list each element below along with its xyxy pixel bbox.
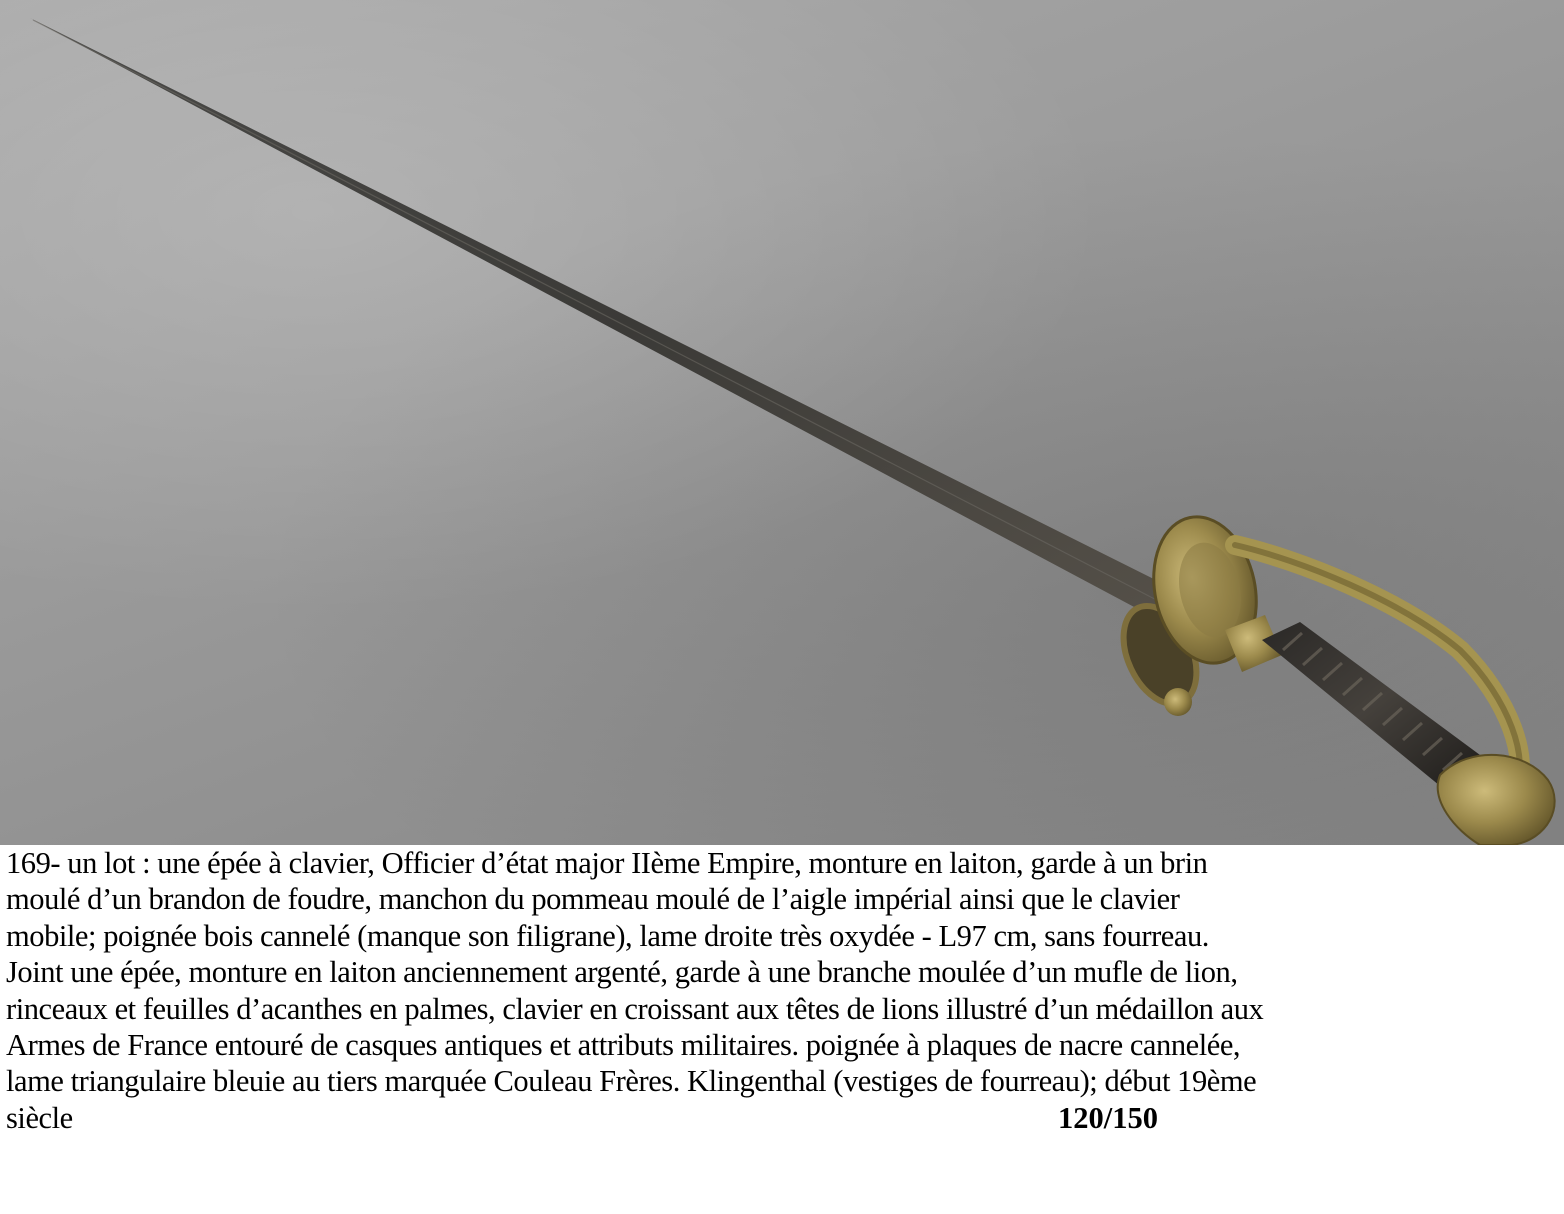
caption-line-2: moulé d’un brandon de foudre, manchon du pommeau moulé de l’aigle impérial ainsi que le clavier — [6, 882, 1180, 917]
price-estimate: 120/150 — [1058, 1100, 1158, 1135]
caption-line-4: Joint une épée, monture en laiton anciennement argenté, garde à une branche moulée d’un mufle de lion, — [6, 955, 1238, 990]
caption-line-1: 169- un lot : une épée à clavier, Officier d’état major IIème Empire, monture en laiton, garde à un brin — [6, 846, 1208, 880]
lot-description — [6, 845, 1558, 1214]
caption-line-7: lame triangulaire bleuie au tiers marquée Couleau Frères. Klingenthal (vestiges de fourreau); début 19ème — [6, 1064, 1257, 1099]
blade — [30, 18, 1220, 640]
caption-line-5: rinceaux et feuilles d’acanthes en palmes, clavier en croissant aux têtes de lions illustré d’un médaillon aux — [6, 991, 1264, 1026]
pommel — [1438, 755, 1555, 845]
caption-line-6: Armes de France entouré de casques antiques et attributs militaires. poignée à plaques de nacre cannelée, — [6, 1027, 1241, 1062]
caption-line-8 — [6, 1100, 1558, 1136]
caption-line-3: mobile; poignée bois cannelé (manque son filigrane), lame droite très oxydée - L97 cm, sans fourreau. — [6, 918, 1209, 953]
caption-last-word: siècle — [6, 1100, 73, 1135]
